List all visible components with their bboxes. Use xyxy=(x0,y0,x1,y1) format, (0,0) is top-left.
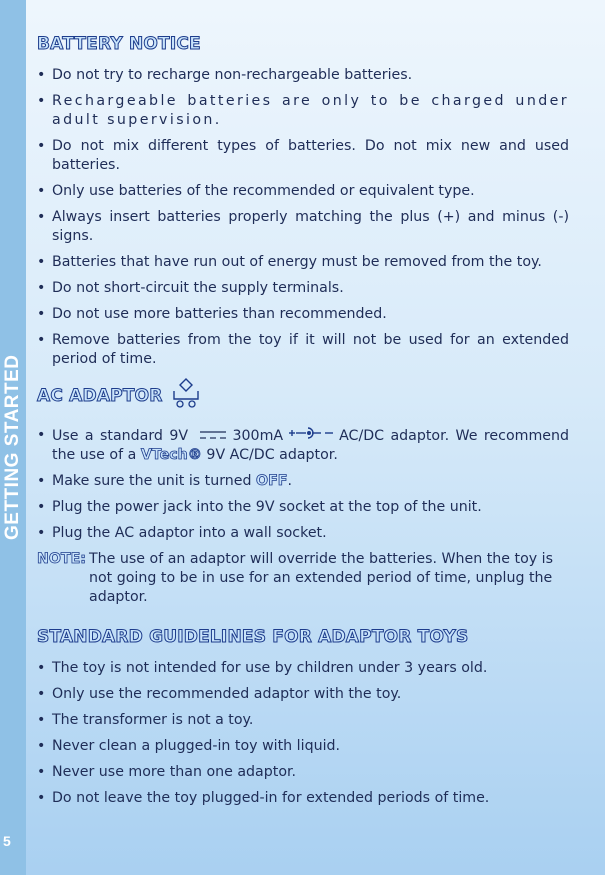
adaptor-icon xyxy=(171,377,201,414)
guidelines-heading: STANDARD GUIDELINES FOR ADAPTOR TOYS xyxy=(37,627,469,647)
list-item: • Plug the AC adaptor into a wall socket. xyxy=(37,524,569,543)
ac-adaptor-heading-text: AC ADAPTOR xyxy=(37,385,163,406)
list-item: • Use a standard 9V 300mA AC/DC adaptor. We recommend the use of a VTech® 9V AC/DC adaptor. xyxy=(37,426,569,465)
list-item: • Batteries that have run out of energy must be removed from the toy. xyxy=(37,253,569,272)
list-item: • Do not use more batteries than recommended. xyxy=(37,305,569,324)
list-item: • Only use batteries of the recommended or equivalent type. xyxy=(37,182,569,201)
list-item: • Do not leave the toy plugged-in for extended periods of time. xyxy=(37,789,569,808)
guidelines-list xyxy=(37,659,569,808)
list-item: • Never use more than one adaptor. xyxy=(37,763,569,782)
note-label: NOTE: xyxy=(37,551,86,567)
ac-adaptor-heading xyxy=(37,377,569,414)
section-title: GETTING STARTED xyxy=(2,354,23,540)
page-number: 5 xyxy=(3,833,11,849)
list-item: • Do not try to recharge non-rechargeable batteries. xyxy=(37,66,569,85)
list-item: • Always insert batteries properly matching the plus (+) and minus (-) signs. xyxy=(37,208,569,246)
off-label: OFF xyxy=(256,473,288,489)
list-item: • Remove batteries from the toy if it will not be used for an extended period of time. xyxy=(37,331,569,369)
list-item: • The transformer is not a toy. xyxy=(37,711,569,730)
ac-adaptor-list xyxy=(37,426,569,543)
list-item: • The toy is not intended for use by children under 3 years old. xyxy=(37,659,569,678)
list-item: • Do not short-circuit the supply terminals. xyxy=(37,279,569,298)
sidebar xyxy=(0,0,26,875)
guidelines-section xyxy=(37,627,569,808)
battery-notice-list xyxy=(37,66,569,369)
battery-notice-section xyxy=(37,34,569,369)
list-item: • Make sure the unit is turned OFF. xyxy=(37,472,569,491)
brand-name: VTech® xyxy=(140,447,202,463)
dc-symbol-icon xyxy=(199,427,227,446)
battery-notice-heading: BATTERY NOTICE xyxy=(37,34,201,54)
list-item: • Only use the recommended adaptor with the toy. xyxy=(37,685,569,704)
note xyxy=(37,550,569,607)
page-content xyxy=(26,0,605,875)
list-item: • Do not mix different types of batteries. Do not mix new and used batteries. xyxy=(37,137,569,175)
list-item: • Rechargeable batteries are only to be charged under adult supervision. xyxy=(37,92,569,130)
ac-adaptor-section xyxy=(37,377,569,607)
polarity-icon xyxy=(288,426,334,446)
list-item: • Never clean a plugged-in toy with liquid. xyxy=(37,737,569,756)
list-item: • Plug the power jack into the 9V socket at the top of the unit. xyxy=(37,498,569,517)
note-text: The use of an adaptor will override the batteries. When the toy is not going to be in use for an extended period of time, unplug the adaptor. xyxy=(89,551,554,605)
